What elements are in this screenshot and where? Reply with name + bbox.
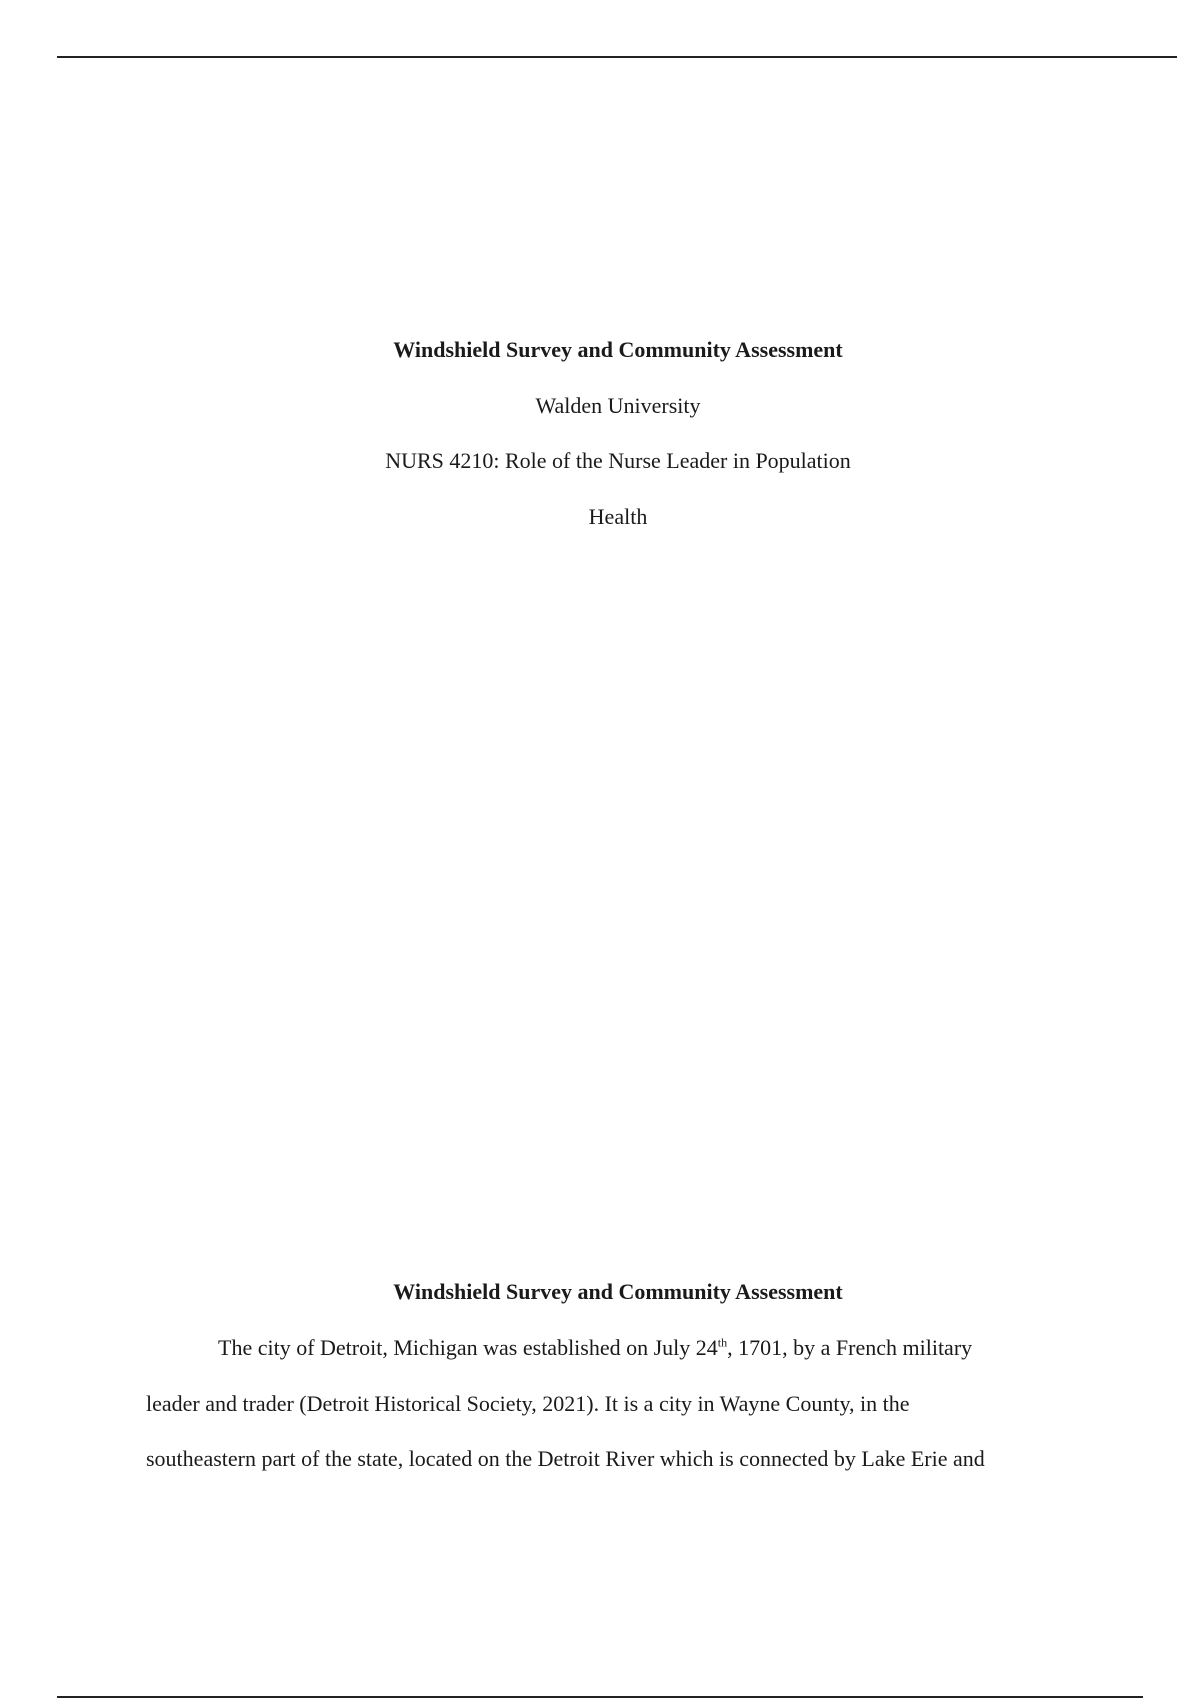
course-name-line-1: NURS 4210: Role of the Nurse Leader in Population [385, 448, 851, 473]
institution-name: Walden University [535, 393, 701, 418]
course-name-line-2: Health [588, 504, 648, 529]
paragraph-line-1-text: The city of Detroit, Michigan was established on July 24 [218, 1335, 718, 1360]
paragraph-line-3: southeastern part of the state, located on the Detroit River which is connected by Lake Erie and [146, 1446, 985, 1471]
paragraph-line-2: leader and trader (Detroit Historical Society, 2021). It is a city in Wayne County, in the [146, 1391, 910, 1416]
title-page-title: Windshield Survey and Community Assessment [393, 337, 843, 362]
body-heading: Windshield Survey and Community Assessment [393, 1279, 843, 1304]
paragraph-line-1-continued: , 1701, by a French military [727, 1335, 973, 1360]
ordinal-superscript: th [717, 1335, 728, 1350]
page-footer-rule [57, 1696, 1143, 1698]
paragraph-line-1 [218, 1334, 972, 1362]
page-header-rule [57, 56, 1177, 58]
